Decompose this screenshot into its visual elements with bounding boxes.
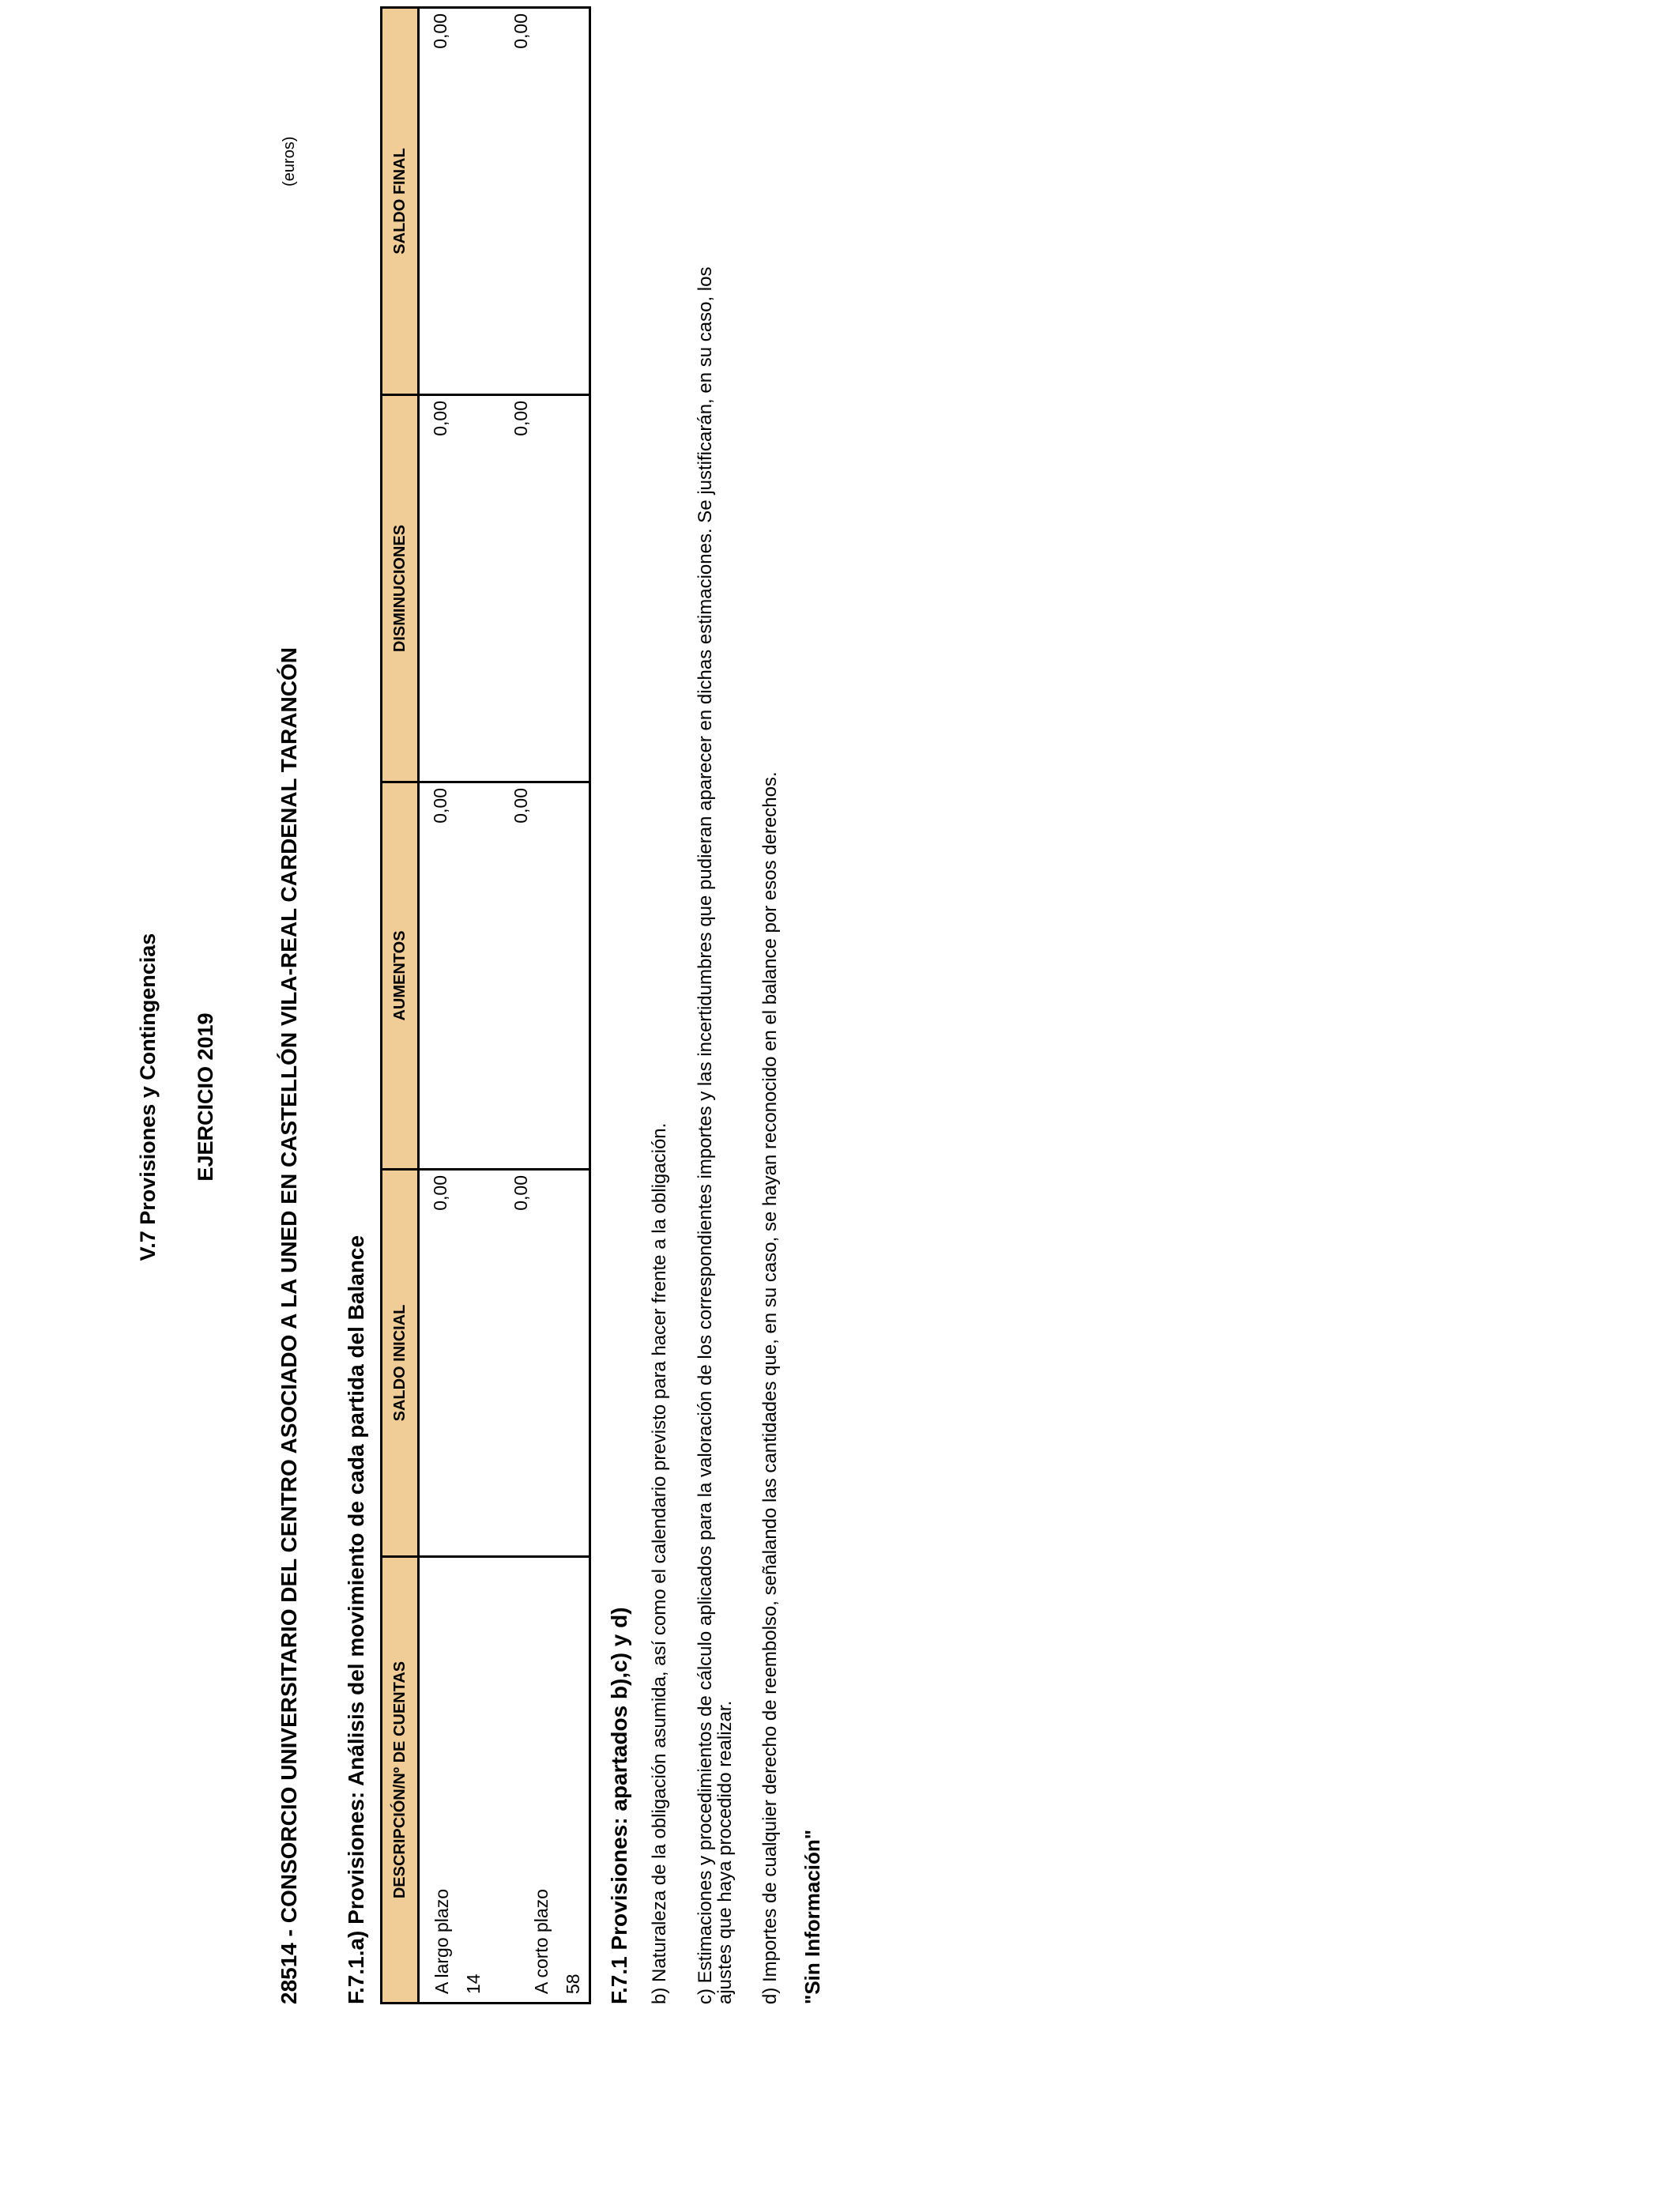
saldo-inicial-cell (419, 1170, 590, 1557)
row-description-cell (419, 1557, 590, 2004)
col-header-disminuciones: DISMINUCIONES (382, 395, 419, 782)
aumentos-largo: 0,00 (430, 788, 450, 824)
col-header-saldo-inicial: SALDO INICIAL (382, 1170, 419, 1557)
provisions-movement-table (380, 6, 591, 2004)
saldo-final-cell (419, 8, 590, 395)
paragraph-d: d) Importes de cualquier derecho de reembolso, señalando las cantidades que, en su caso, se hayan reconocido en el balance por esos derechos. (759, 771, 781, 2004)
paragraph-c: c) Estimaciones y procedimientos de cálculo aplicados para la valoración de los correspondientes importes y las incertidumbres que pudieran aparecer en dichas estimaciones. Se justificarán, en su caso, los ajustes que haya procedido realizar. (695, 266, 736, 2004)
units-label: (euros) (281, 136, 298, 187)
col-header-description: DESCRIPCIÓN/Nº DE CUENTAS (382, 1557, 419, 2004)
aumentos-cell (419, 782, 590, 1170)
saldo-inicial-largo: 0,00 (430, 1175, 450, 1211)
aumentos-corto: 0,00 (510, 788, 531, 824)
row-description: A largo plazo (431, 1889, 452, 1994)
row-description: A corto plazo (531, 1889, 552, 1994)
saldo-final-largo: 0,00 (430, 13, 450, 49)
table-header-row (382, 8, 419, 2004)
paragraph-b: b) Naturaleza de la obligación asumida, así como el calendario previsto para hacer frente a la obligación. (649, 1122, 670, 2004)
no-information-label: "Sin Información" (800, 1829, 824, 2004)
disminuciones-cell (419, 395, 590, 782)
section-title: V.7 Provisiones y Contingencias (136, 933, 160, 1261)
movement-table-title: F.7.1.a) Provisiones: Análisis del movimiento de cada partida del Balance (344, 1235, 368, 2004)
provisions-bcd-title: F.7.1 Provisiones: apartados b),c) y d) (607, 1607, 631, 2004)
saldo-final-corto: 0,00 (510, 13, 531, 49)
table-row (419, 8, 590, 2004)
entity-name: 28514 - CONSORCIO UNIVERSITARIO DEL CENTRO ASOCIADO A LA UNED EN CASTELLÓN VILA-REAL CARDENAL TARANCÓN (277, 647, 301, 2004)
col-header-saldo-final: SALDO FINAL (382, 8, 419, 395)
saldo-inicial-corto: 0,00 (510, 1175, 531, 1211)
row-account: 14 (463, 1973, 484, 1994)
disminuciones-largo: 0,00 (430, 401, 450, 436)
disminuciones-corto: 0,00 (510, 401, 531, 436)
year-title: EJERCICIO 2019 (194, 1012, 217, 1182)
col-header-aumentos: AUMENTOS (382, 782, 419, 1170)
row-account: 58 (563, 1973, 583, 1994)
